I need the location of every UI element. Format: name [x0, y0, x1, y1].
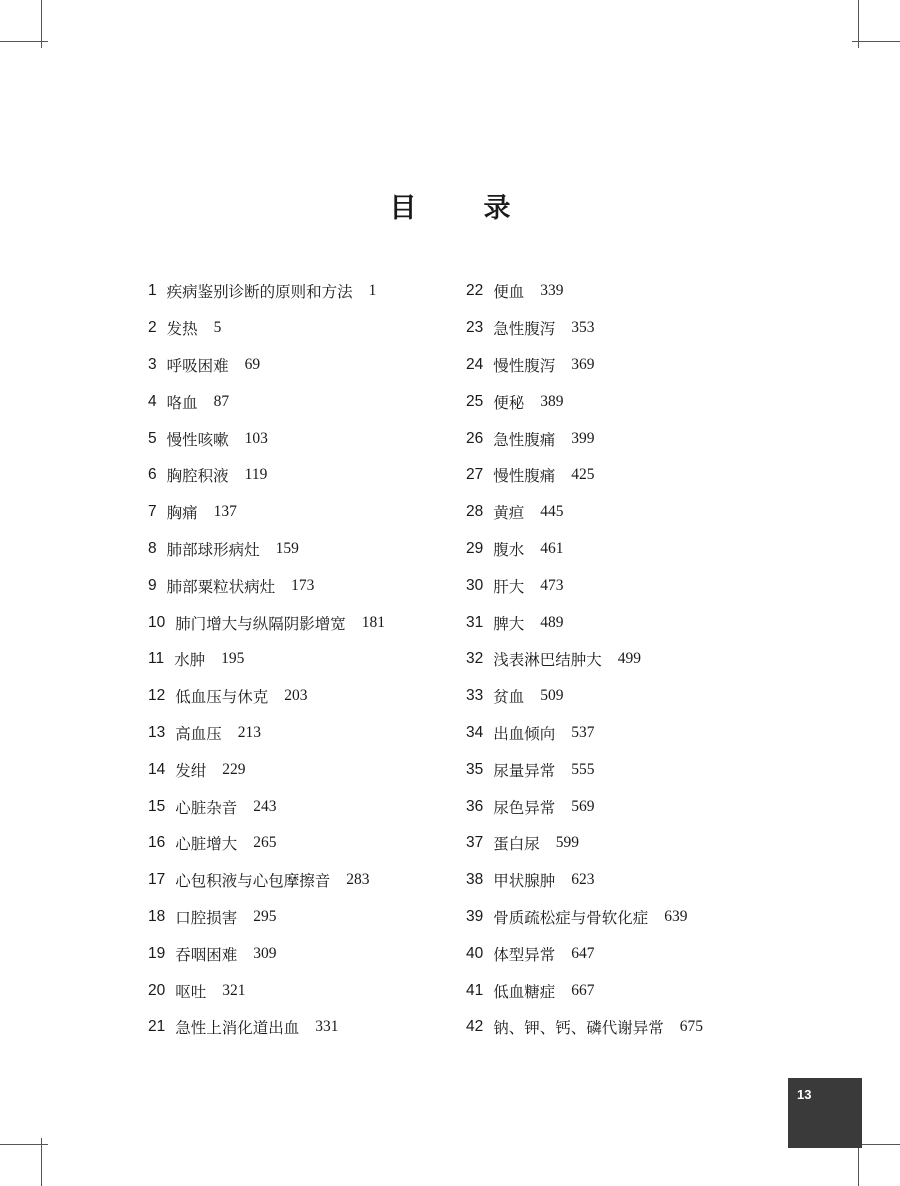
toc-entry-page: 203 — [284, 687, 308, 705]
toc-entry-title: 便秘 — [493, 393, 525, 412]
toc-entry-title: 尿量异常 — [493, 761, 556, 780]
toc-entry-page: 509 — [540, 687, 564, 705]
toc-entry-number: 33 — [466, 687, 484, 705]
toc-entry-title: 低血糖症 — [493, 982, 556, 1001]
crop-mark — [41, 1138, 42, 1186]
toc-entry[interactable] — [148, 862, 385, 899]
toc-entry-title: 急性腹泻 — [493, 320, 556, 339]
toc-entry-title: 甲状腺肿 — [493, 872, 556, 891]
toc-entry-number: 24 — [466, 355, 484, 373]
toc-entry[interactable] — [466, 273, 703, 310]
toc-entry-page: 647 — [571, 944, 595, 962]
toc-entry-page: 399 — [571, 429, 595, 447]
toc-entry-title: 尿色异常 — [493, 798, 556, 817]
toc-entry-number: 9 — [148, 576, 157, 594]
toc-entry[interactable] — [466, 604, 703, 641]
toc-entry-page: 623 — [571, 871, 595, 889]
crop-mark — [0, 41, 48, 42]
toc-entry-title: 呼吸困难 — [166, 356, 229, 375]
toc-entry-page: 389 — [540, 392, 564, 410]
toc-entry-page: 555 — [571, 760, 595, 778]
toc-entry-page: 243 — [253, 797, 277, 815]
toc-entry[interactable] — [148, 1009, 385, 1046]
toc-entry-page: 667 — [571, 981, 595, 999]
toc-entry-page: 331 — [315, 1018, 339, 1036]
toc-entry-title: 慢性腹泻 — [493, 356, 556, 375]
toc-entry-number: 10 — [148, 613, 166, 631]
toc-entry-title: 浅表淋巴结肿大 — [493, 651, 602, 670]
toc-entry[interactable] — [466, 383, 703, 420]
toc-entry[interactable] — [466, 641, 703, 678]
toc-entry[interactable] — [148, 678, 385, 715]
toc-entry-number: 19 — [148, 944, 166, 962]
toc-entry-title: 便血 — [493, 283, 525, 302]
toc-entry-number: 26 — [466, 429, 484, 447]
toc-entry-number: 3 — [148, 355, 157, 373]
toc-entry[interactable] — [466, 788, 703, 825]
toc-entry-page: 537 — [571, 723, 595, 741]
toc-entry[interactable] — [148, 347, 385, 384]
toc-entry-title: 骨质疏松症与骨软化症 — [493, 908, 649, 927]
toc-entry-page: 283 — [346, 871, 370, 889]
toc-entry-page: 103 — [244, 429, 268, 447]
toc-entry-number: 29 — [466, 539, 484, 557]
toc-entry[interactable] — [466, 862, 703, 899]
toc-entry[interactable] — [148, 715, 385, 752]
toc-entry-title: 急性腹痛 — [493, 430, 556, 449]
toc-entry-page: 119 — [244, 466, 268, 484]
toc-entry-number: 18 — [148, 907, 166, 925]
toc-entry-number: 25 — [466, 392, 484, 410]
toc-entry-title: 呕吐 — [175, 982, 207, 1001]
toc-entry-number: 7 — [148, 503, 157, 521]
toc-entry-page: 353 — [571, 319, 595, 337]
toc-entry-title: 高血压 — [175, 724, 222, 743]
toc-entry-number: 15 — [148, 797, 166, 815]
toc-entry[interactable] — [148, 641, 385, 678]
crop-mark — [852, 41, 900, 42]
toc-entry-page: 489 — [540, 613, 564, 631]
toc-entry-page: 173 — [291, 576, 315, 594]
toc-entry-page: 1 — [368, 282, 377, 300]
toc-entry[interactable] — [148, 751, 385, 788]
toc-entry[interactable] — [148, 825, 385, 862]
toc-entry[interactable] — [148, 788, 385, 825]
toc-entry-number: 14 — [148, 760, 166, 778]
toc-entry-title: 疾病鉴别诊断的原则和方法 — [166, 283, 353, 302]
toc-entry-title: 胸腔积液 — [166, 467, 229, 486]
toc-entry[interactable] — [466, 420, 703, 457]
toc-entry-number: 23 — [466, 319, 484, 337]
toc-entry-number: 37 — [466, 834, 484, 852]
toc-entry-page: 461 — [540, 539, 564, 557]
toc-entry-page: 195 — [221, 650, 245, 668]
toc-entry-page: 321 — [222, 981, 246, 999]
toc-entry[interactable] — [148, 567, 385, 604]
toc-entry-page: 181 — [361, 613, 386, 631]
toc-entry-page: 229 — [222, 760, 246, 778]
toc-entry-title: 咯血 — [166, 393, 198, 412]
toc-entry[interactable] — [148, 935, 385, 972]
toc-entry-title: 出血倾向 — [493, 724, 556, 743]
toc-entry[interactable] — [148, 972, 385, 1009]
toc-entry-page: 639 — [664, 907, 688, 925]
toc-entry[interactable] — [466, 347, 703, 384]
toc-entry-number: 5 — [148, 429, 157, 447]
toc-right-column — [466, 273, 703, 1046]
toc-entry[interactable] — [148, 899, 385, 936]
toc-entry-number: 2 — [148, 319, 157, 337]
toc-entry-title: 腹水 — [493, 540, 525, 559]
toc-entry[interactable] — [466, 531, 703, 568]
toc-entry-page: 369 — [571, 355, 595, 373]
toc-entry-page: 5 — [213, 319, 222, 337]
toc-entry-number: 35 — [466, 760, 484, 778]
page-number-tab — [788, 1078, 862, 1148]
toc-entry[interactable] — [148, 383, 385, 420]
toc-entry-number: 11 — [148, 650, 165, 668]
page-number: 13 — [797, 1087, 812, 1102]
toc-left-column — [148, 273, 385, 1046]
toc-entry-page: 309 — [253, 944, 277, 962]
toc-entry-title: 心脏杂音 — [175, 798, 238, 817]
toc-entry-page: 499 — [617, 650, 642, 668]
toc-entry-number: 21 — [148, 1018, 166, 1036]
toc-entry-number: 32 — [466, 650, 484, 668]
toc-entry-page: 473 — [540, 576, 564, 594]
toc-entry-number: 16 — [148, 834, 166, 852]
toc-entry-title: 黄疸 — [493, 504, 525, 523]
toc-entry-title: 肺部球形病灶 — [166, 540, 260, 559]
toc-entry-page: 425 — [571, 466, 595, 484]
toc-entry-title: 肺部粟粒状病灶 — [166, 577, 276, 596]
toc-entry-page: 87 — [213, 392, 230, 410]
toc-entry-page: 159 — [275, 539, 299, 557]
toc-entry-number: 27 — [466, 466, 484, 484]
crop-mark — [0, 1144, 48, 1145]
toc-entry-title: 胸痛 — [166, 504, 198, 523]
toc-entry-number: 22 — [466, 282, 484, 300]
toc-entry-number: 4 — [148, 392, 157, 410]
toc-entry-title: 脾大 — [493, 614, 525, 633]
toc-entry-title: 急性上消化道出血 — [175, 1019, 300, 1038]
toc-entry-title: 发绀 — [175, 761, 207, 780]
toc-entry-number: 38 — [466, 871, 484, 889]
toc-entry-page: 213 — [237, 723, 262, 741]
toc-entry-title: 心脏增大 — [175, 835, 238, 854]
toc-entry-page: 445 — [540, 503, 564, 521]
toc-entry-title: 发热 — [166, 320, 198, 339]
page-title: 目 录 — [389, 193, 531, 224]
toc-entry-number: 13 — [148, 723, 166, 741]
toc-entry[interactable] — [148, 457, 385, 494]
toc-entry[interactable] — [466, 310, 703, 347]
toc-entry-number: 39 — [466, 907, 484, 925]
toc-entry-title: 体型异常 — [493, 945, 556, 964]
toc-entry[interactable] — [466, 935, 703, 972]
toc-entry-number: 41 — [466, 981, 484, 999]
toc-entry-number: 12 — [148, 687, 166, 705]
toc-entry-title: 水肿 — [174, 651, 206, 670]
toc-entry-title: 吞咽困难 — [175, 945, 238, 964]
toc-entry-number: 1 — [148, 282, 157, 300]
toc-entry-number: 40 — [466, 944, 484, 962]
toc-entry-title: 心包积液与心包摩擦音 — [175, 872, 331, 891]
toc-entry-page: 569 — [571, 797, 595, 815]
toc-entry[interactable] — [466, 825, 703, 862]
toc-entry-number: 36 — [466, 797, 484, 815]
toc-entry-number: 42 — [466, 1018, 484, 1036]
toc-entry-title: 钠、钾、钙、磷代谢异常 — [493, 1019, 664, 1038]
toc-entry-page: 675 — [679, 1018, 704, 1036]
toc-entry[interactable] — [466, 1009, 703, 1046]
toc-entry[interactable] — [466, 715, 703, 752]
toc-entry-number: 28 — [466, 503, 484, 521]
toc-entry-page: 599 — [555, 834, 580, 852]
toc-entry-title: 蛋白尿 — [493, 835, 540, 854]
toc-entry-title: 贫血 — [493, 688, 525, 707]
toc-entry-page: 137 — [213, 503, 237, 521]
toc-entry-number: 8 — [148, 539, 157, 557]
toc-entry[interactable] — [466, 494, 703, 531]
toc-entry[interactable] — [148, 273, 385, 310]
toc-entry[interactable] — [466, 751, 703, 788]
toc-entry-page: 69 — [244, 355, 261, 373]
toc-entry-title: 肝大 — [493, 577, 525, 596]
toc-entry-page: 265 — [253, 834, 277, 852]
toc-entry[interactable] — [466, 972, 703, 1009]
toc-entry[interactable] — [148, 494, 385, 531]
toc-entry-title: 低血压与休克 — [175, 688, 269, 707]
toc-entry[interactable] — [466, 678, 703, 715]
toc-entry-number: 31 — [466, 613, 484, 631]
toc-entry-title: 口腔损害 — [175, 908, 238, 927]
toc-entry-number: 34 — [466, 723, 484, 741]
toc-entry-title: 慢性咳嗽 — [166, 430, 229, 449]
toc-entry-number: 17 — [148, 871, 166, 889]
toc-entry[interactable] — [148, 531, 385, 568]
toc-entry[interactable] — [466, 899, 703, 936]
toc-entry-number: 6 — [148, 466, 157, 484]
toc-entry-page: 295 — [253, 907, 277, 925]
toc-entry[interactable] — [466, 457, 703, 494]
toc-entry[interactable] — [148, 310, 385, 347]
toc-entry-page: 339 — [540, 282, 564, 300]
toc-entry-title: 肺门增大与纵隔阴影增宽 — [175, 614, 346, 633]
toc-entry-title: 慢性腹痛 — [493, 467, 556, 486]
toc-entry[interactable] — [148, 420, 385, 457]
toc-entry-number: 30 — [466, 576, 484, 594]
toc-entry[interactable] — [148, 604, 385, 641]
toc-entry-number: 20 — [148, 981, 166, 999]
toc-entry[interactable] — [466, 567, 703, 604]
